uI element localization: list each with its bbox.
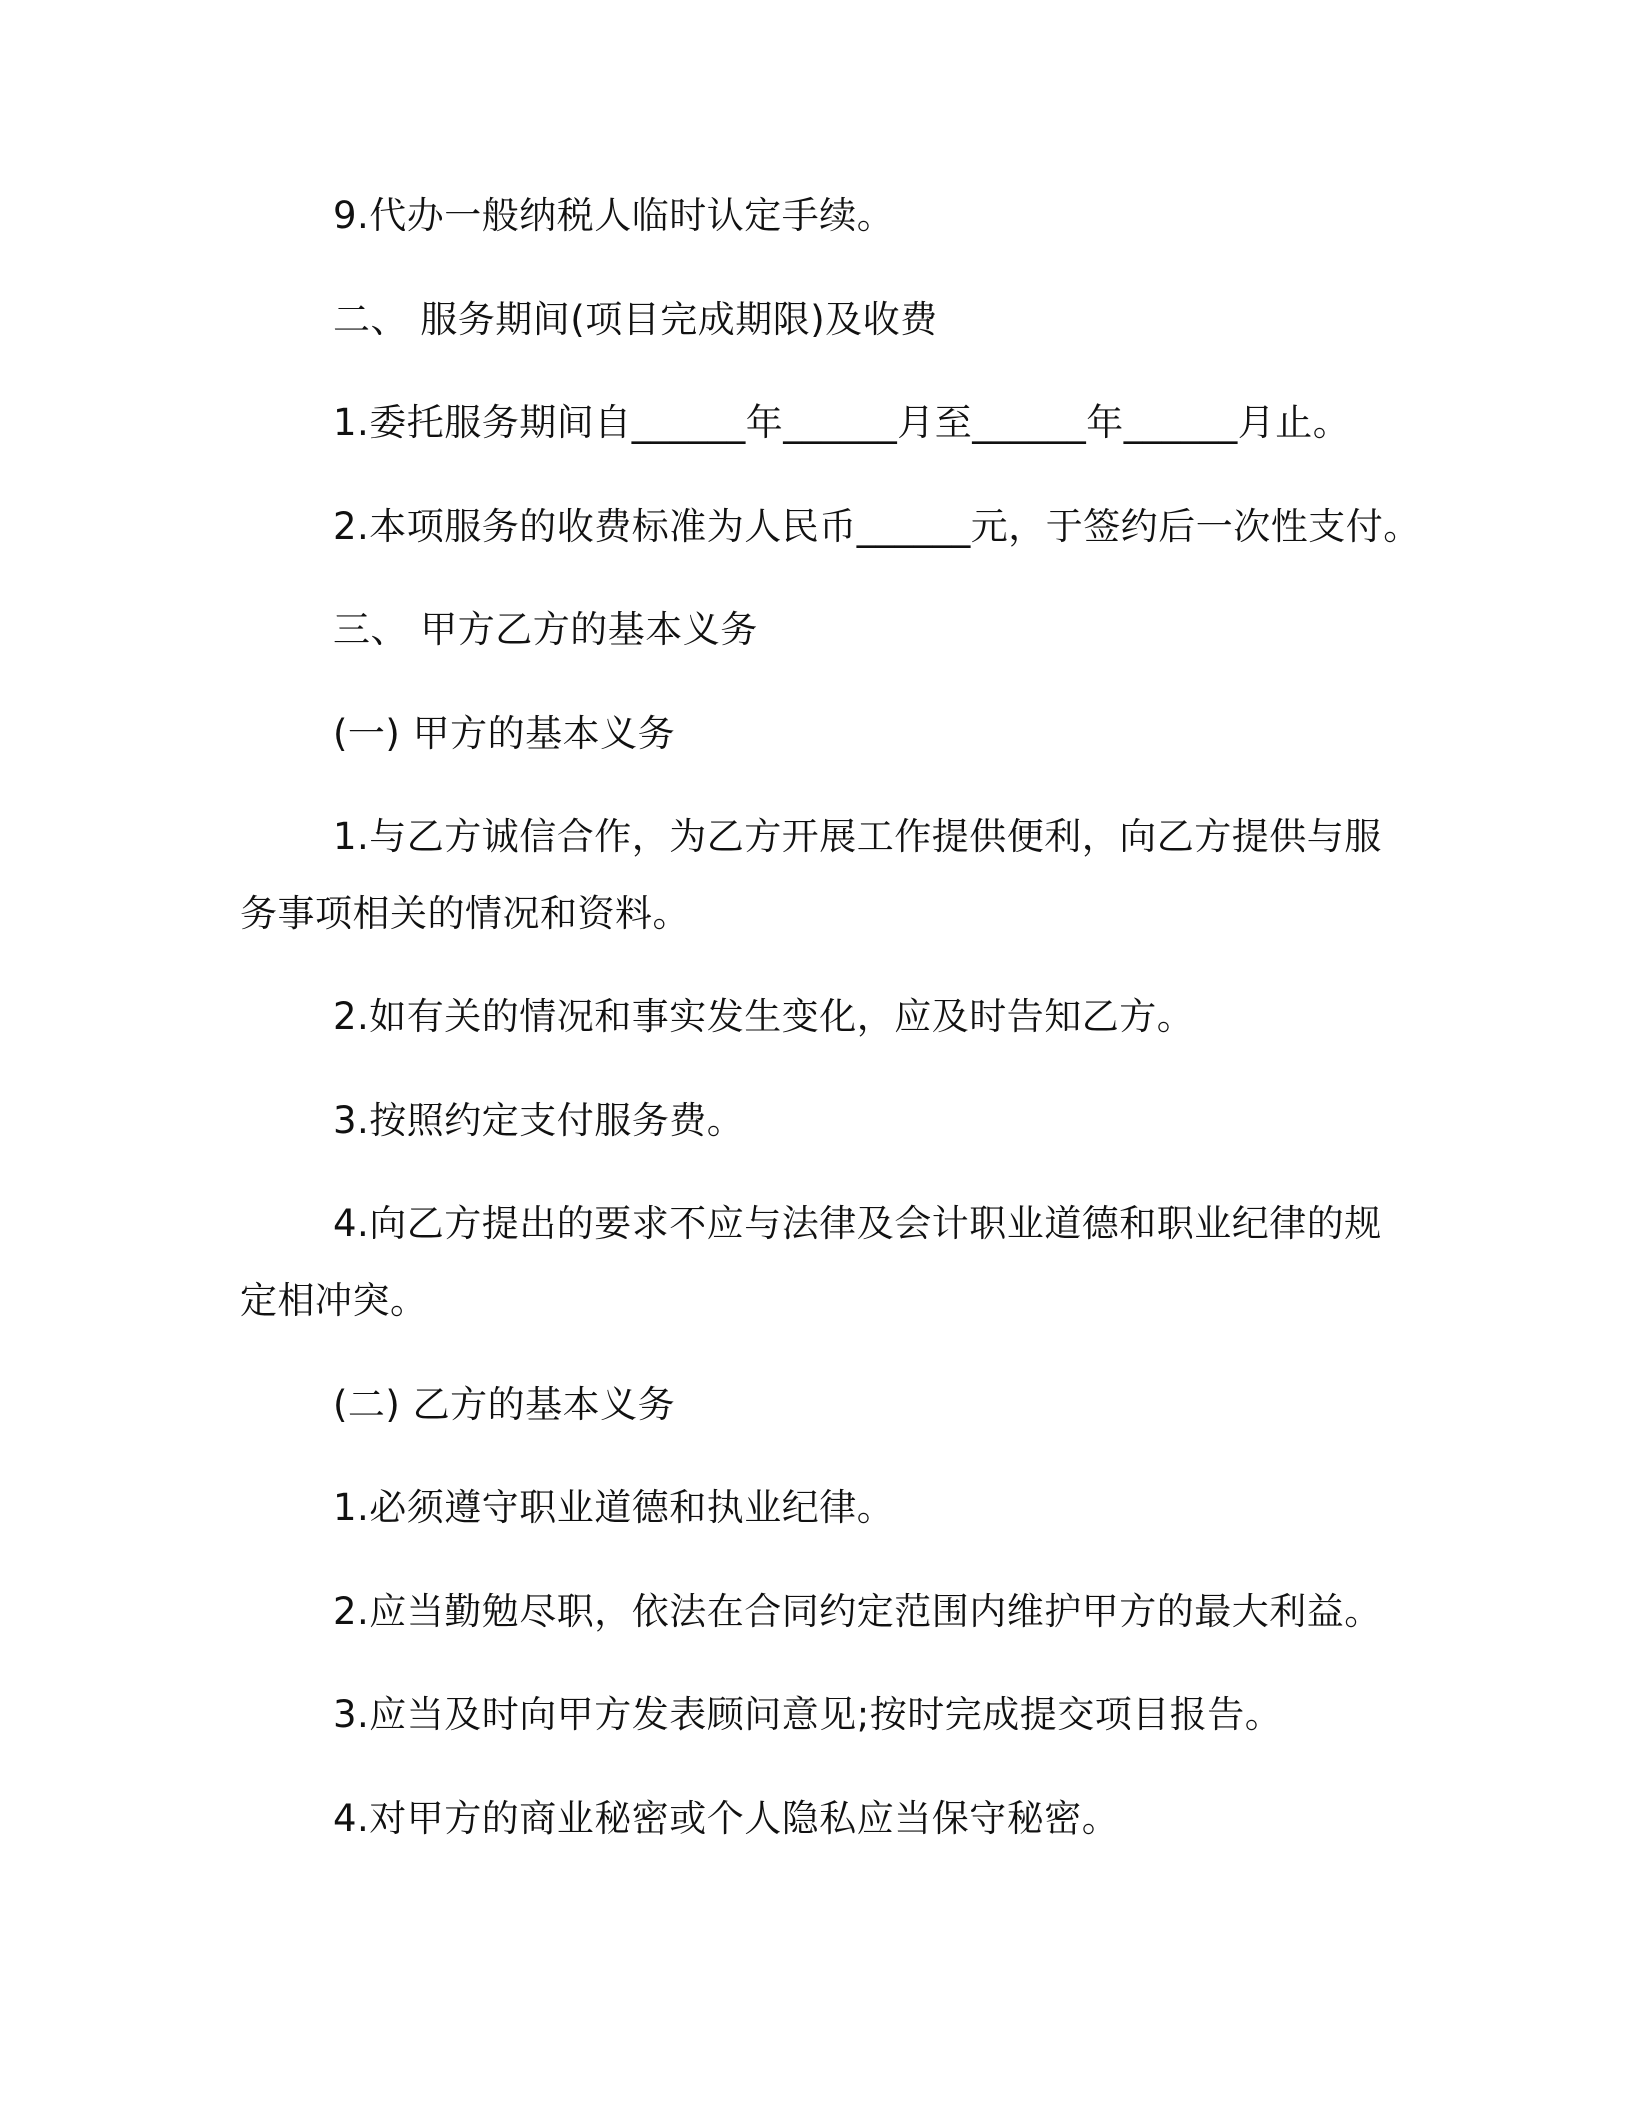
section-3-heading: 三、 甲方乙方的基本义务 [333, 608, 758, 651]
party-b-item-2: 2.应当勤勉尽职，依法在合同约定范围内维护甲方的最大利益。 [333, 1590, 1382, 1633]
section-2-heading: 二、 服务期间(项目完成期限)及收费 [333, 298, 938, 341]
party-a-item-2: 2.如有关的情况和事实发生变化，应及时告知乙方。 [333, 995, 1195, 1038]
party-a-item-1-continued: 务事项相关的情况和资料。 [240, 892, 690, 935]
party-a-heading: (一) 甲方的基本义务 [333, 712, 676, 755]
service-period-line: 1.委托服务期间自______年______月至______年______月止。 [333, 401, 1351, 444]
fee-standard-line: 2.本项服务的收费标准为人民币______元，于签约后一次性支付。 [333, 505, 1421, 548]
item-9-line: 9.代办一般纳税人临时认定手续。 [333, 194, 895, 237]
party-b-item-1: 1.必须遵守职业道德和执业纪律。 [333, 1486, 895, 1529]
party-a-item-1: 1.与乙方诚信合作，为乙方开展工作提供便利，向乙方提供与服 [333, 815, 1382, 858]
party-a-item-3: 3.按照约定支付服务费。 [333, 1099, 745, 1142]
party-b-item-3: 3.应当及时向甲方发表顾问意见;按时完成提交项目报告。 [333, 1693, 1283, 1736]
party-b-heading: (二) 乙方的基本义务 [333, 1383, 676, 1426]
party-b-item-4: 4.对甲方的商业秘密或个人隐私应当保守秘密。 [333, 1797, 1120, 1840]
party-a-item-4: 4.向乙方提出的要求不应与法律及会计职业道德和职业纪律的规 [333, 1202, 1382, 1245]
party-a-item-4-continued: 定相冲突。 [240, 1279, 428, 1322]
